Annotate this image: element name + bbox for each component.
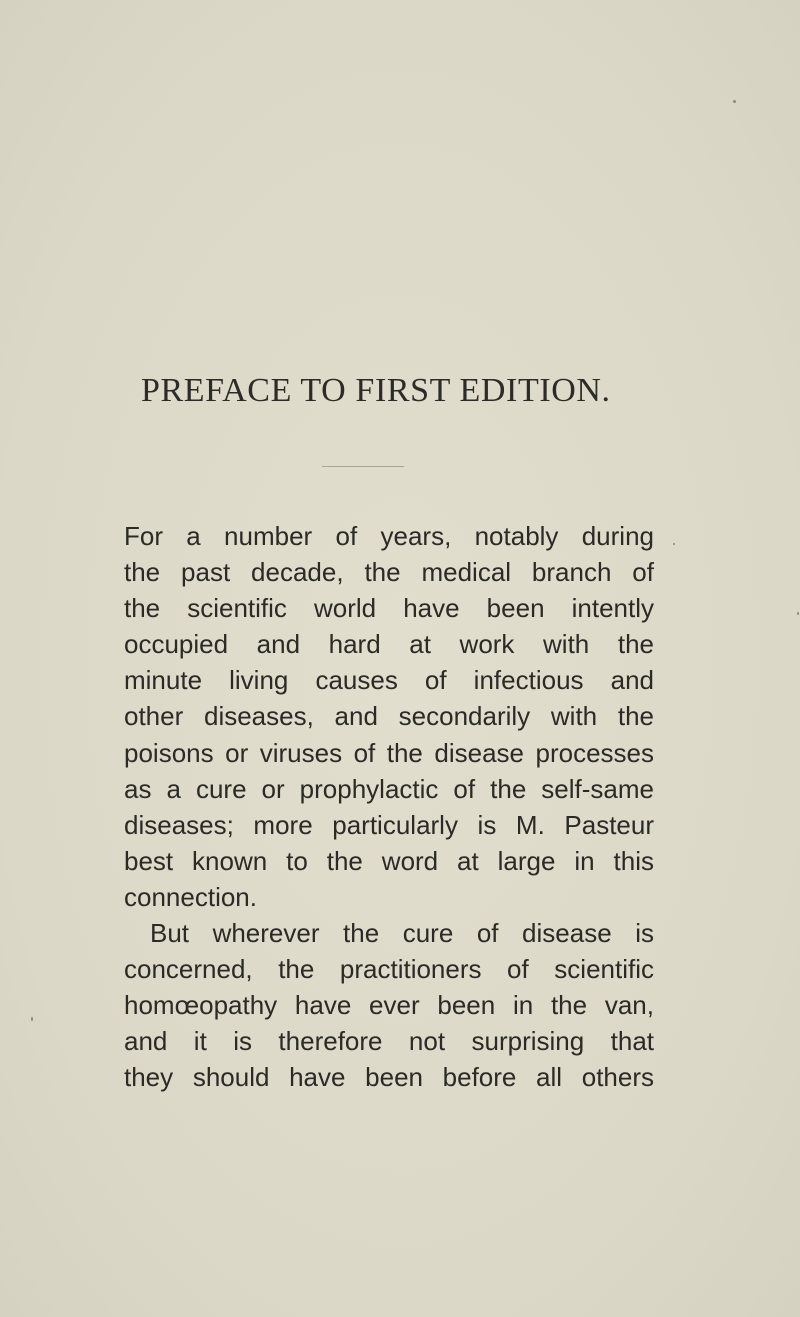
text-line: diseases; more particularly is M. Pasteur <box>124 809 654 840</box>
text-line: poisons or viruses of the disease processes <box>124 737 654 768</box>
text-line: best known to the word at large in this <box>124 845 654 876</box>
text-line: and it is therefore not surprising that <box>124 1026 654 1057</box>
title-divider <box>322 466 404 467</box>
text-line: the past decade, the medical branch of <box>124 557 654 588</box>
text-line: For a number of years, notably during <box>124 521 654 551</box>
text-line: other diseases, and secondarily with the <box>124 701 654 732</box>
text-line: But wherever the cure of disease is <box>150 918 654 949</box>
paper-speck <box>797 612 799 615</box>
page-title: PREFACE TO FIRST EDITION. <box>141 372 611 409</box>
paper-speck <box>31 1017 33 1021</box>
paper-speck <box>733 100 736 103</box>
text-line: minute living causes of infectious and <box>124 665 654 696</box>
paper-speck <box>673 543 675 545</box>
text-line: occupied and hard at work with the <box>124 629 654 660</box>
text-line: they should have been before all others <box>124 1062 654 1093</box>
text-line: the scientific world have been intently <box>124 593 654 624</box>
text-line: as a cure or prophylactic of the self-same <box>124 773 654 804</box>
text-line: connection. <box>124 881 257 912</box>
preface-text <box>124 518 654 1096</box>
text-line: homœopathy have ever been in the van, <box>124 990 654 1021</box>
text-line: concerned, the practitioners of scientific <box>124 954 654 985</box>
